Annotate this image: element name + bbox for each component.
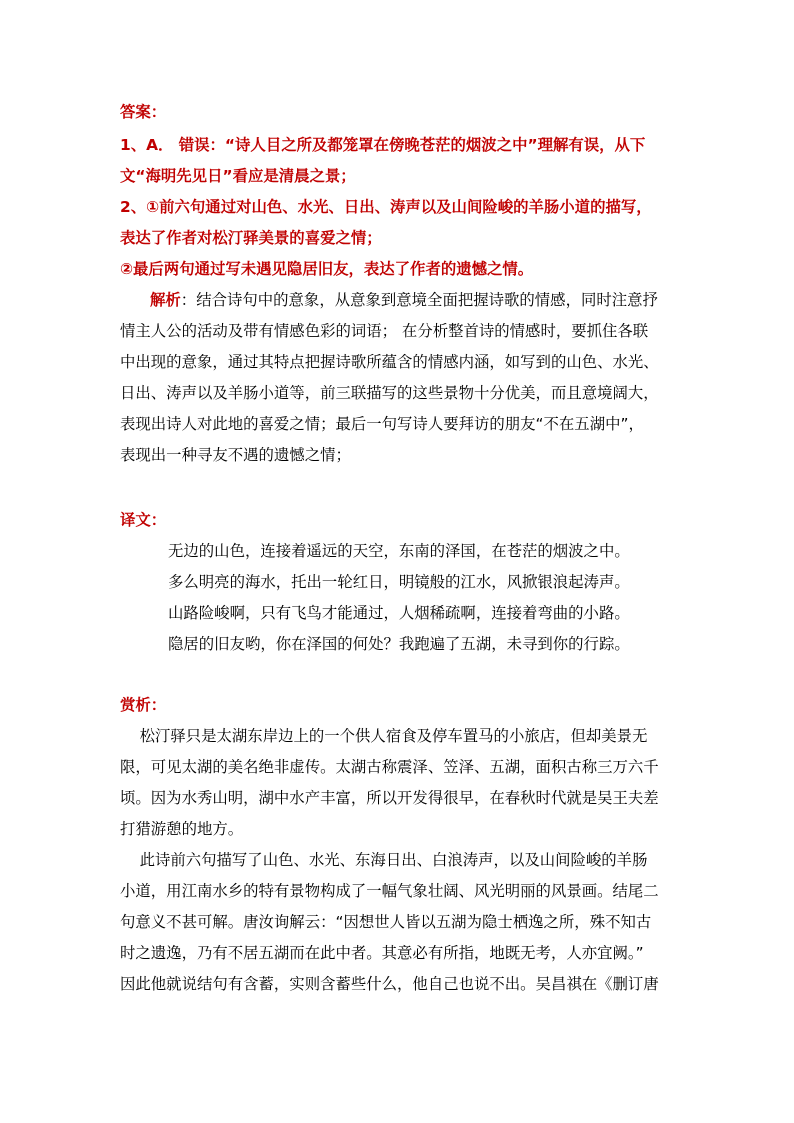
appreciation-line: 松汀驿只是太湖东岸边上的一个供人宿食及停车置马的小旅店，但却美景无 [120,727,648,745]
translation-heading: 译文： [120,511,167,529]
analysis-line: 表现出一种寻友不遇的遗憾之情； [120,446,351,464]
analysis-line: 情主人公的活动及带有情感色彩的词语； 在分析整首诗的情感时，要抓住各联 [120,322,649,340]
translation-line: 多么明亮的海水，托出一轮红日，明镜般的江水，风掀银浪起涛声。 [168,573,630,591]
appreciation-line: 限，可见太湖的美名绝非虚传。太湖古称震泽、笠泽、五湖，面积古称三万六千 [120,758,659,776]
answer-line: 1、A． 错误：“诗人目之所及都笼罩在傍晚苍茫的烟波之中”理解有误，从下 [120,136,646,154]
appreciation-line: 此诗前六句描写了山色、水光、东海日出、白浪涛声，以及山间险峻的羊肠 [120,851,648,869]
answer-line: 2、①前六句通过对山色、水光、日出、涛声以及山间险峻的羊肠小道的描写， [120,198,652,216]
analysis-label: 解析 [150,291,181,309]
answer-line: 文“海明先见日”看应是清晨之景； [120,167,356,185]
appreciation-line: 顷。因为水秀山明，湖中水产丰富，所以开发得很早，在春秋时代就是吴王夫差 [120,789,659,807]
analysis-first-line [150,290,658,310]
appreciation-line: 时之遗逸，乃有不居五湖而在此中者。其意必有所指，地既无考，人亦宜阙。” [120,944,644,962]
appreciation-line: 句意义不甚可解。唐汝询解云：“因想世人皆以五湖为隐士栖逸之所，殊不知古 [120,913,652,931]
translation-line: 隐居的旧友哟，你在泽国的何处？我跑遍了五湖，未寻到你的行踪。 [168,635,630,653]
answer-line: 表达了作者对松汀驿美景的喜爱之情； [120,229,382,247]
translation-line: 山路险峻啊，只有飞鸟才能通过，人烟稀疏啊，连接着弯曲的小路。 [168,604,630,622]
analysis-line: 日出、涛声以及羊肠小道等，前三联描写的这些景物十分优美，而且意境阔大， [120,384,659,402]
analysis-text: ：结合诗句中的意象，从意象到意境全面把握诗歌的情感，同时注意抒 [180,291,658,309]
translation-line: 无边的山色，连接着遥远的天空，东南的泽国，在苍茫的烟波之中。 [168,542,630,560]
analysis-line: 中出现的意象，通过其特点把握诗歌所蕴含的情感内涵，如写到的山色、水光、 [120,353,659,371]
appreciation-line: 小道，用江南水乡的特有景物构成了一幅气象壮阔、风光明丽的风景画。结尾二 [120,882,659,900]
appreciation-heading: 赏析： [120,696,167,714]
appreciation-line: 因此他就说结句有含蓄，实则含蓄些什么，他自己也说不出。吴昌祺在《删订唐 [120,975,659,993]
answer-line: ②最后两句通过写未遇见隐居旧友，表达了作者的遗憾之情。 [120,260,534,278]
answer-heading: 答案： [120,103,167,121]
analysis-line: 表现出诗人对此地的喜爱之情；最后一句写诗人要拜访的朋友“不在五湖中”， [120,415,644,433]
appreciation-line: 打猎游憩的地方。 [120,820,244,838]
